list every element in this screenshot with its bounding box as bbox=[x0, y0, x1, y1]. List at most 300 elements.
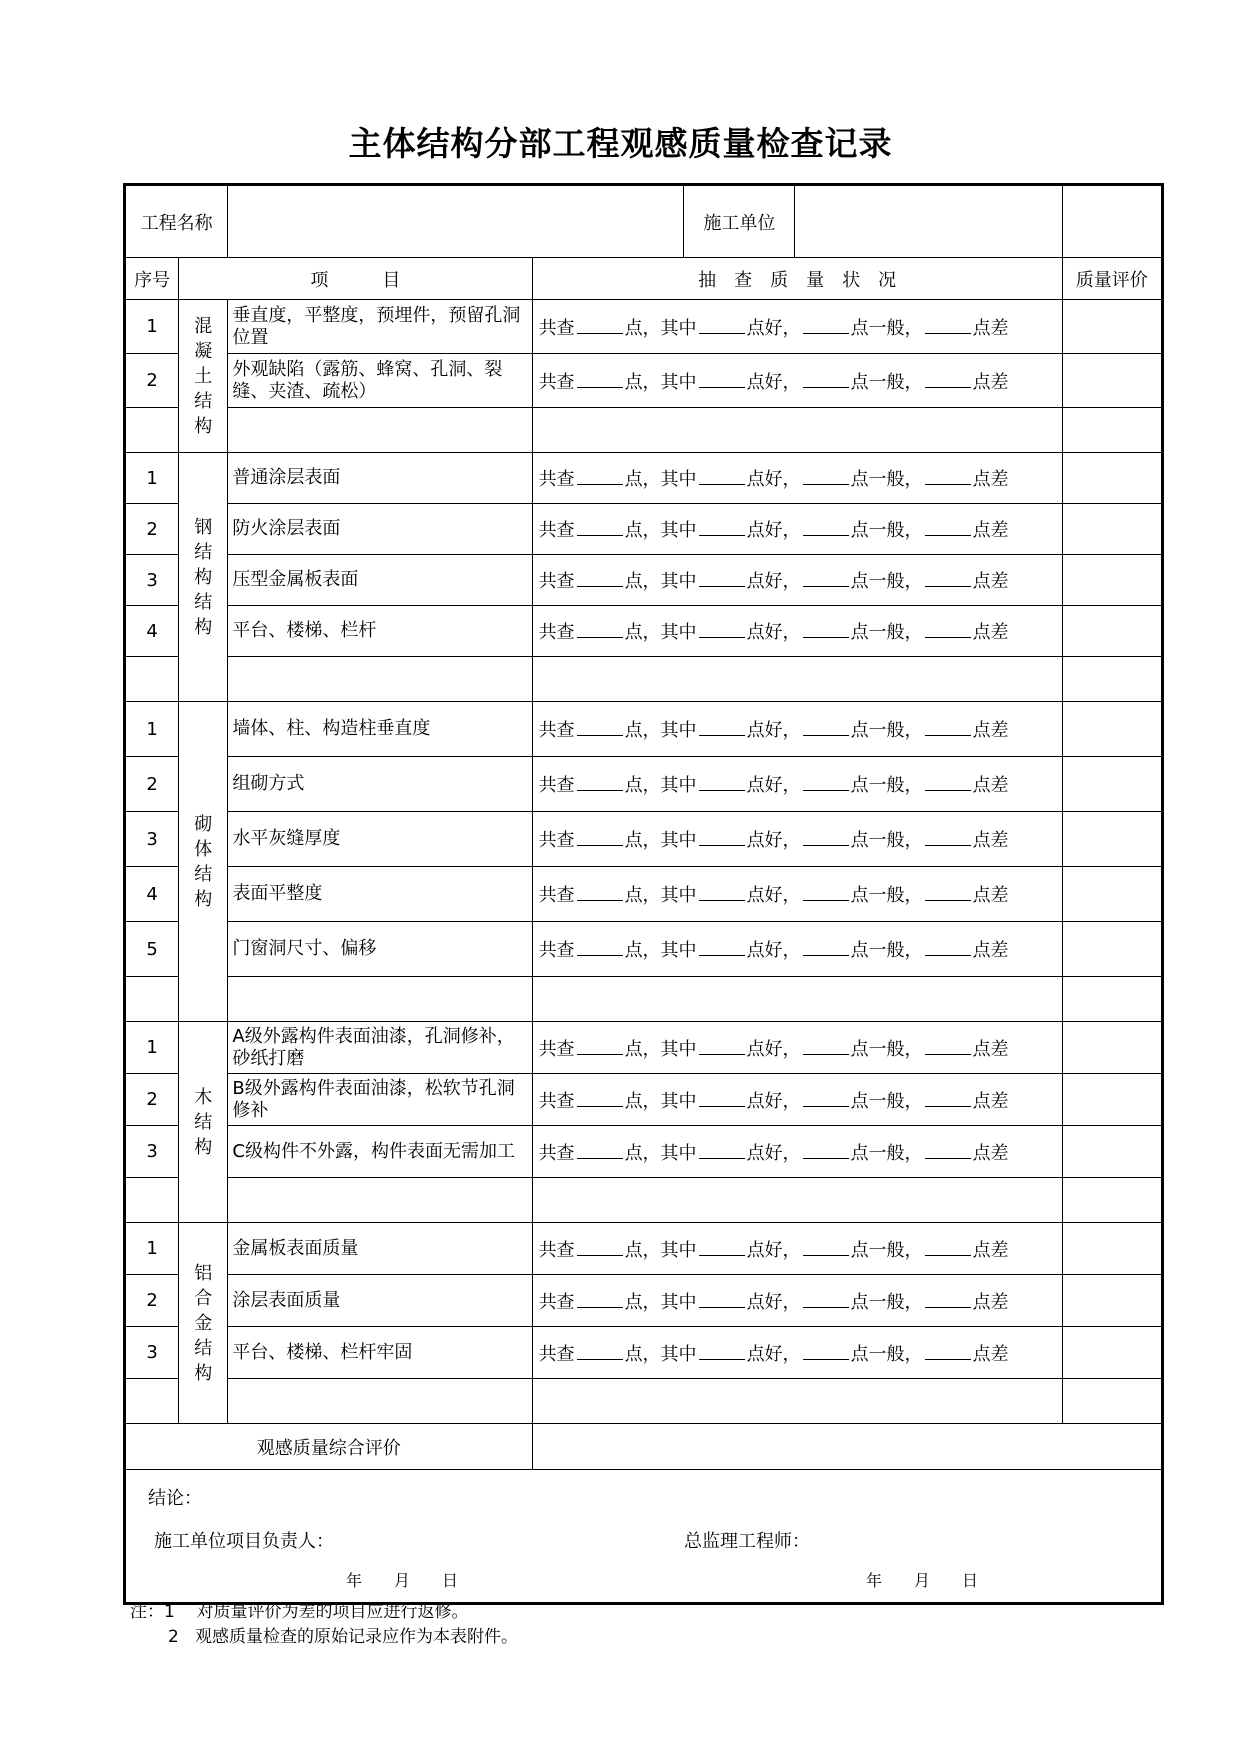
cond-good-label: 点好， bbox=[746, 571, 801, 592]
count-blank[interactable] bbox=[577, 519, 623, 536]
count-blank[interactable] bbox=[577, 1142, 623, 1159]
cond-fair-label: 点一般， bbox=[850, 885, 923, 906]
count-blank[interactable] bbox=[925, 1239, 971, 1256]
group-label bbox=[179, 1223, 228, 1424]
rating-cell[interactable] bbox=[1062, 504, 1162, 555]
notes bbox=[130, 1600, 518, 1650]
count-blank[interactable] bbox=[803, 1038, 849, 1055]
cond-total-label: 共查 bbox=[538, 1291, 575, 1313]
seq-cell: 3 bbox=[125, 812, 179, 867]
item-row bbox=[125, 300, 1163, 354]
seq-cell: 2 bbox=[125, 354, 179, 408]
count-blank[interactable] bbox=[803, 570, 849, 587]
count-blank[interactable] bbox=[803, 468, 849, 485]
project-name-field[interactable] bbox=[228, 186, 684, 257]
item-row bbox=[125, 867, 1163, 922]
item-label: 防火涂层表面 bbox=[228, 504, 532, 555]
seq-cell-empty bbox=[125, 1379, 179, 1424]
count-blank[interactable] bbox=[577, 1343, 623, 1360]
seq-cell: 5 bbox=[125, 922, 179, 977]
cond-poor-label: 点差 bbox=[972, 830, 1009, 851]
group-label-char: 土 bbox=[194, 365, 213, 387]
cond-among-label: 点，其中 bbox=[624, 622, 697, 643]
overall-row bbox=[125, 1424, 1163, 1470]
seq-cell: 2 bbox=[125, 1074, 179, 1126]
cond-total-label: 共查 bbox=[538, 571, 575, 592]
item-label: 表面平整度 bbox=[228, 867, 532, 922]
cond-poor-label: 点差 bbox=[972, 940, 1009, 961]
count-blank[interactable] bbox=[699, 317, 745, 334]
count-blank[interactable] bbox=[577, 1090, 623, 1107]
item-label: 垂直度，平整度，预埋件，预留孔洞位置 bbox=[228, 300, 532, 354]
count-blank[interactable] bbox=[803, 371, 849, 388]
condition-cell-empty bbox=[532, 657, 1062, 702]
item-row bbox=[125, 812, 1163, 867]
contractor-field-left[interactable] bbox=[795, 186, 1061, 257]
group-label bbox=[179, 453, 228, 702]
inspection-table bbox=[123, 183, 1164, 1605]
rating-cell[interactable] bbox=[1062, 555, 1162, 606]
cond-total-label: 共查 bbox=[538, 622, 575, 643]
conclusion-cell[interactable] bbox=[125, 1470, 1163, 1604]
cond-fair-label: 点一般， bbox=[850, 1343, 923, 1365]
rating-cell[interactable] bbox=[1062, 922, 1162, 977]
condition-cell bbox=[532, 300, 1062, 354]
group-label-char: 铝 bbox=[194, 1262, 213, 1284]
condition-cell-empty bbox=[532, 977, 1062, 1022]
item-label: 金属板表面质量 bbox=[228, 1223, 532, 1275]
condition-cell bbox=[532, 1074, 1062, 1126]
seq-cell: 1 bbox=[125, 1223, 179, 1275]
condition-cell bbox=[532, 922, 1062, 977]
cond-among-label: 点，其中 bbox=[624, 940, 697, 961]
cond-among-label: 点，其中 bbox=[624, 1038, 697, 1060]
condition-cell bbox=[532, 702, 1062, 757]
condition-cell bbox=[532, 812, 1062, 867]
cond-poor-label: 点差 bbox=[972, 622, 1009, 643]
count-blank[interactable] bbox=[577, 1239, 623, 1256]
cond-poor-label: 点差 bbox=[972, 1142, 1009, 1164]
group-label bbox=[179, 1022, 228, 1223]
cond-good-label: 点好， bbox=[746, 371, 801, 393]
group-label-char: 构 bbox=[194, 888, 213, 910]
cond-good-label: 点好， bbox=[746, 775, 801, 796]
count-blank[interactable] bbox=[925, 1343, 971, 1360]
count-blank[interactable] bbox=[699, 1239, 745, 1256]
condition-cell bbox=[532, 555, 1062, 606]
count-blank[interactable] bbox=[699, 1343, 745, 1360]
group-label-char: 合 bbox=[194, 1287, 213, 1309]
item-label: 涂层表面质量 bbox=[228, 1275, 532, 1327]
cond-poor-label: 点差 bbox=[972, 1090, 1009, 1112]
cond-fair-label: 点一般， bbox=[850, 622, 923, 643]
blank-row bbox=[125, 657, 1163, 702]
cond-poor-label: 点差 bbox=[972, 371, 1009, 393]
cond-poor-label: 点差 bbox=[972, 885, 1009, 906]
seq-cell: 2 bbox=[125, 504, 179, 555]
rating-cell[interactable] bbox=[1062, 453, 1162, 504]
group-label-char: 结 bbox=[194, 1337, 213, 1359]
cond-good-label: 点好， bbox=[746, 1142, 801, 1164]
count-blank[interactable] bbox=[699, 1291, 745, 1308]
seq-cell: 3 bbox=[125, 1327, 179, 1379]
count-blank[interactable] bbox=[699, 884, 745, 901]
cond-among-label: 点，其中 bbox=[624, 571, 697, 592]
cond-total-label: 共查 bbox=[538, 1038, 575, 1060]
cond-good-label: 点好， bbox=[746, 830, 801, 851]
cond-poor-label: 点差 bbox=[972, 1343, 1009, 1365]
group-label-char: 构 bbox=[194, 616, 213, 638]
seq-cell: 4 bbox=[125, 867, 179, 922]
count-blank[interactable] bbox=[699, 1038, 745, 1055]
condition-cell-empty bbox=[532, 408, 1062, 453]
cond-total-label: 共查 bbox=[538, 1239, 575, 1261]
group-label bbox=[179, 300, 228, 453]
group-label-char: 构 bbox=[194, 1362, 213, 1384]
cond-fair-label: 点一般， bbox=[850, 775, 923, 796]
count-blank[interactable] bbox=[577, 774, 623, 791]
rating-cell[interactable] bbox=[1062, 1126, 1162, 1178]
cond-total-label: 共查 bbox=[538, 520, 575, 541]
rating-cell[interactable] bbox=[1062, 1178, 1162, 1223]
item-label: 水平灰缝厚度 bbox=[228, 812, 532, 867]
cond-fair-label: 点一般， bbox=[850, 469, 923, 490]
cond-among-label: 点，其中 bbox=[624, 317, 697, 339]
group-label-char: 凝 bbox=[194, 340, 213, 362]
count-blank[interactable] bbox=[803, 1090, 849, 1107]
rating-cell[interactable] bbox=[1062, 1275, 1162, 1327]
count-blank[interactable] bbox=[699, 519, 745, 536]
item-label: 外观缺陷（露筋、蜂窝、孔洞、裂缝、夹渣、疏松） bbox=[228, 354, 532, 408]
rating-cell[interactable] bbox=[1062, 867, 1162, 922]
cond-poor-label: 点差 bbox=[972, 1038, 1009, 1060]
group-label-char: 结 bbox=[194, 591, 213, 613]
count-blank[interactable] bbox=[925, 719, 971, 736]
count-blank[interactable] bbox=[577, 884, 623, 901]
item-row bbox=[125, 606, 1163, 657]
rating-cell[interactable] bbox=[1062, 606, 1162, 657]
item-label: B级外露构件表面油漆，松软节孔洞修补 bbox=[228, 1074, 532, 1126]
rating-cell[interactable] bbox=[1062, 408, 1162, 453]
item-label: 组砌方式 bbox=[228, 757, 532, 812]
cond-fair-label: 点一般， bbox=[850, 520, 923, 541]
item-row bbox=[125, 757, 1163, 812]
condition-header: 抽 查 质 量 状 况 bbox=[532, 258, 1062, 300]
cond-poor-label: 点差 bbox=[972, 1239, 1009, 1261]
cond-fair-label: 点一般， bbox=[850, 1142, 923, 1164]
cond-poor-label: 点差 bbox=[972, 469, 1009, 490]
cond-total-label: 共查 bbox=[538, 885, 575, 906]
count-blank[interactable] bbox=[925, 774, 971, 791]
group-label-char: 金 bbox=[194, 1312, 213, 1334]
count-blank[interactable] bbox=[925, 519, 971, 536]
rating-cell[interactable] bbox=[1062, 1022, 1162, 1074]
count-blank[interactable] bbox=[803, 719, 849, 736]
item-label-empty bbox=[228, 657, 532, 702]
cond-total-label: 共查 bbox=[538, 1142, 575, 1164]
count-blank[interactable] bbox=[699, 719, 745, 736]
count-blank[interactable] bbox=[925, 1038, 971, 1055]
conclusion-label: 结论： bbox=[148, 1488, 202, 1509]
count-blank[interactable] bbox=[577, 1038, 623, 1055]
cond-good-label: 点好， bbox=[746, 940, 801, 961]
count-blank[interactable] bbox=[577, 371, 623, 388]
column-header-row bbox=[125, 258, 1163, 300]
footer-row bbox=[125, 1470, 1163, 1604]
note-2-num: 2 bbox=[168, 1627, 179, 1647]
item-row bbox=[125, 1126, 1163, 1178]
cond-among-label: 点，其中 bbox=[624, 371, 697, 393]
count-blank[interactable] bbox=[925, 1291, 971, 1308]
cond-total-label: 共查 bbox=[538, 775, 575, 796]
group-label-char: 木 bbox=[194, 1086, 213, 1108]
group-label-char: 结 bbox=[194, 541, 213, 563]
seq-cell-empty bbox=[125, 977, 179, 1022]
cond-among-label: 点，其中 bbox=[624, 1142, 697, 1164]
cond-poor-label: 点差 bbox=[972, 720, 1009, 741]
group-label-char: 构 bbox=[194, 1136, 213, 1158]
seq-cell: 1 bbox=[125, 453, 179, 504]
condition-cell bbox=[532, 606, 1062, 657]
seq-cell-empty bbox=[125, 408, 179, 453]
contractor-manager-label: 施工单位项目负责人： bbox=[154, 1531, 334, 1552]
contractor-field[interactable] bbox=[1062, 185, 1162, 258]
note-2 bbox=[130, 1625, 518, 1650]
condition-cell bbox=[532, 504, 1062, 555]
cond-good-label: 点好， bbox=[746, 885, 801, 906]
cond-good-label: 点好， bbox=[746, 469, 801, 490]
cond-among-label: 点，其中 bbox=[624, 1239, 697, 1261]
cond-good-label: 点好， bbox=[746, 1239, 801, 1261]
item-label: 普通涂层表面 bbox=[228, 453, 532, 504]
count-blank[interactable] bbox=[925, 621, 971, 638]
cond-total-label: 共查 bbox=[538, 371, 575, 393]
condition-cell bbox=[532, 1126, 1062, 1178]
cond-fair-label: 点一般， bbox=[850, 1090, 923, 1112]
cond-good-label: 点好， bbox=[746, 1038, 801, 1060]
cond-fair-label: 点一般， bbox=[850, 1239, 923, 1261]
count-blank[interactable] bbox=[577, 621, 623, 638]
condition-cell bbox=[532, 1327, 1062, 1379]
cond-among-label: 点，其中 bbox=[624, 775, 697, 796]
cond-good-label: 点好， bbox=[746, 720, 801, 741]
cond-good-label: 点好， bbox=[746, 1090, 801, 1112]
group-label-char: 砌 bbox=[194, 813, 213, 835]
cond-total-label: 共查 bbox=[538, 317, 575, 339]
count-blank[interactable] bbox=[577, 317, 623, 334]
blank-row bbox=[125, 1178, 1163, 1223]
count-blank[interactable] bbox=[803, 317, 849, 334]
group-label-char: 结 bbox=[194, 863, 213, 885]
rating-cell[interactable] bbox=[1062, 1074, 1162, 1126]
blank-row bbox=[125, 1379, 1163, 1424]
cond-among-label: 点，其中 bbox=[624, 469, 697, 490]
condition-cell bbox=[532, 1022, 1062, 1074]
group-label-char: 混 bbox=[194, 315, 213, 337]
count-blank[interactable] bbox=[803, 774, 849, 791]
cond-total-label: 共查 bbox=[538, 1343, 575, 1365]
count-blank[interactable] bbox=[925, 939, 971, 956]
item-label: 平台、楼梯、栏杆牢固 bbox=[228, 1327, 532, 1379]
rating-cell[interactable] bbox=[1062, 300, 1162, 354]
cond-good-label: 点好， bbox=[746, 317, 801, 339]
count-blank[interactable] bbox=[803, 1291, 849, 1308]
note-prefix: 注：1 bbox=[130, 1602, 175, 1622]
count-blank[interactable] bbox=[925, 570, 971, 587]
cond-among-label: 点，其中 bbox=[624, 885, 697, 906]
condition-cell-empty bbox=[532, 1379, 1062, 1424]
seq-cell-empty bbox=[125, 657, 179, 702]
note-2-text: 观感质量检查的原始记录应作为本表附件。 bbox=[195, 1627, 519, 1647]
count-blank[interactable] bbox=[925, 317, 971, 334]
condition-cell bbox=[532, 867, 1062, 922]
rating-cell[interactable] bbox=[1062, 657, 1162, 702]
item-row bbox=[125, 453, 1163, 504]
project-name-label: 工程名称 bbox=[125, 185, 228, 258]
item-row bbox=[125, 702, 1163, 757]
count-blank[interactable] bbox=[925, 829, 971, 846]
count-blank[interactable] bbox=[577, 1291, 623, 1308]
item-label: C级构件不外露，构件表面无需加工 bbox=[228, 1126, 532, 1178]
count-blank[interactable] bbox=[803, 1343, 849, 1360]
header-info-row bbox=[125, 185, 1163, 258]
item-label: A级外露构件表面油漆，孔洞修补，砂纸打磨 bbox=[228, 1022, 532, 1074]
count-blank[interactable] bbox=[925, 884, 971, 901]
count-blank[interactable] bbox=[803, 519, 849, 536]
cond-poor-label: 点差 bbox=[972, 775, 1009, 796]
item-label-empty bbox=[228, 1379, 532, 1424]
cond-good-label: 点好， bbox=[746, 520, 801, 541]
rating-cell[interactable] bbox=[1062, 1223, 1162, 1275]
count-blank[interactable] bbox=[699, 371, 745, 388]
count-blank[interactable] bbox=[699, 1142, 745, 1159]
cond-fair-label: 点一般， bbox=[850, 830, 923, 851]
group-label-char: 构 bbox=[194, 415, 213, 437]
contractor-date: 年 月 日 bbox=[346, 1571, 459, 1590]
group-label-char: 体 bbox=[194, 838, 213, 860]
condition-cell bbox=[532, 1223, 1062, 1275]
rating-cell[interactable] bbox=[1062, 702, 1162, 757]
count-blank[interactable] bbox=[803, 1239, 849, 1256]
cond-good-label: 点好， bbox=[746, 622, 801, 643]
group-label bbox=[179, 702, 228, 1022]
group-label-char: 构 bbox=[194, 566, 213, 588]
count-blank[interactable] bbox=[577, 829, 623, 846]
rating-cell[interactable] bbox=[1062, 757, 1162, 812]
seq-cell: 3 bbox=[125, 555, 179, 606]
seq-cell: 4 bbox=[125, 606, 179, 657]
item-row bbox=[125, 504, 1163, 555]
count-blank[interactable] bbox=[699, 570, 745, 587]
cond-poor-label: 点差 bbox=[972, 317, 1009, 339]
item-row bbox=[125, 354, 1163, 408]
item-row bbox=[125, 1275, 1163, 1327]
condition-cell bbox=[532, 757, 1062, 812]
condition-cell-empty bbox=[532, 1178, 1062, 1223]
cond-fair-label: 点一般， bbox=[850, 371, 923, 393]
rating-cell[interactable] bbox=[1062, 354, 1162, 408]
cond-fair-label: 点一般， bbox=[850, 720, 923, 741]
cond-total-label: 共查 bbox=[538, 1090, 575, 1112]
note-1-text: 对质量评价为差的项目应进行返修。 bbox=[196, 1602, 469, 1622]
count-blank[interactable] bbox=[803, 1142, 849, 1159]
cond-total-label: 共查 bbox=[538, 469, 575, 490]
seq-cell: 3 bbox=[125, 1126, 179, 1178]
rating-cell[interactable] bbox=[1062, 977, 1162, 1022]
group-label-char: 结 bbox=[194, 1111, 213, 1133]
cond-among-label: 点，其中 bbox=[624, 720, 697, 741]
count-blank[interactable] bbox=[577, 468, 623, 485]
chief-supervisor-label: 总监理工程师： bbox=[684, 1531, 810, 1552]
count-blank[interactable] bbox=[699, 829, 745, 846]
count-blank[interactable] bbox=[577, 570, 623, 587]
count-blank[interactable] bbox=[803, 829, 849, 846]
supervisor-date: 年 月 日 bbox=[866, 1571, 979, 1590]
rating-header: 质量评价 bbox=[1062, 258, 1162, 300]
group-label-char: 结 bbox=[194, 390, 213, 412]
item-row bbox=[125, 1327, 1163, 1379]
count-blank[interactable] bbox=[699, 774, 745, 791]
count-blank[interactable] bbox=[699, 1090, 745, 1107]
group-label-char: 钢 bbox=[194, 516, 213, 538]
cond-among-label: 点，其中 bbox=[624, 520, 697, 541]
item-label-empty bbox=[228, 1178, 532, 1223]
count-blank[interactable] bbox=[803, 939, 849, 956]
count-blank[interactable] bbox=[925, 371, 971, 388]
cond-among-label: 点，其中 bbox=[624, 1090, 697, 1112]
item-label-empty bbox=[228, 977, 532, 1022]
rating-cell[interactable] bbox=[1062, 1327, 1162, 1379]
count-blank[interactable] bbox=[925, 1090, 971, 1107]
overall-rating-field[interactable] bbox=[532, 1424, 1162, 1470]
condition-cell bbox=[532, 453, 1062, 504]
rating-cell[interactable] bbox=[1062, 812, 1162, 867]
item-row bbox=[125, 922, 1163, 977]
cond-poor-label: 点差 bbox=[972, 520, 1009, 541]
cond-fair-label: 点一般， bbox=[850, 940, 923, 961]
cond-among-label: 点，其中 bbox=[624, 1291, 697, 1313]
seq-cell-empty bbox=[125, 1178, 179, 1223]
seq-cell: 2 bbox=[125, 1275, 179, 1327]
blank-row bbox=[125, 408, 1163, 453]
seq-cell: 1 bbox=[125, 1022, 179, 1074]
item-row bbox=[125, 1074, 1163, 1126]
count-blank[interactable] bbox=[577, 719, 623, 736]
count-blank[interactable] bbox=[577, 939, 623, 956]
rating-cell[interactable] bbox=[1062, 1379, 1162, 1424]
cond-poor-label: 点差 bbox=[972, 1291, 1009, 1313]
cond-total-label: 共查 bbox=[538, 940, 575, 961]
count-blank[interactable] bbox=[699, 621, 745, 638]
count-blank[interactable] bbox=[925, 468, 971, 485]
seq-cell: 2 bbox=[125, 757, 179, 812]
cond-among-label: 点，其中 bbox=[624, 830, 697, 851]
seq-cell: 1 bbox=[125, 702, 179, 757]
cond-fair-label: 点一般， bbox=[850, 1291, 923, 1313]
item-row bbox=[125, 555, 1163, 606]
overall-label: 观感质量综合评价 bbox=[125, 1424, 533, 1470]
item-label: 门窗洞尺寸、偏移 bbox=[228, 922, 532, 977]
count-blank[interactable] bbox=[925, 1142, 971, 1159]
item-label: 压型金属板表面 bbox=[228, 555, 532, 606]
count-blank[interactable] bbox=[803, 884, 849, 901]
condition-cell bbox=[532, 1275, 1062, 1327]
count-blank[interactable] bbox=[803, 621, 849, 638]
cond-poor-label: 点差 bbox=[972, 571, 1009, 592]
count-blank[interactable] bbox=[699, 468, 745, 485]
count-blank[interactable] bbox=[699, 939, 745, 956]
seq-cell: 1 bbox=[125, 300, 179, 354]
